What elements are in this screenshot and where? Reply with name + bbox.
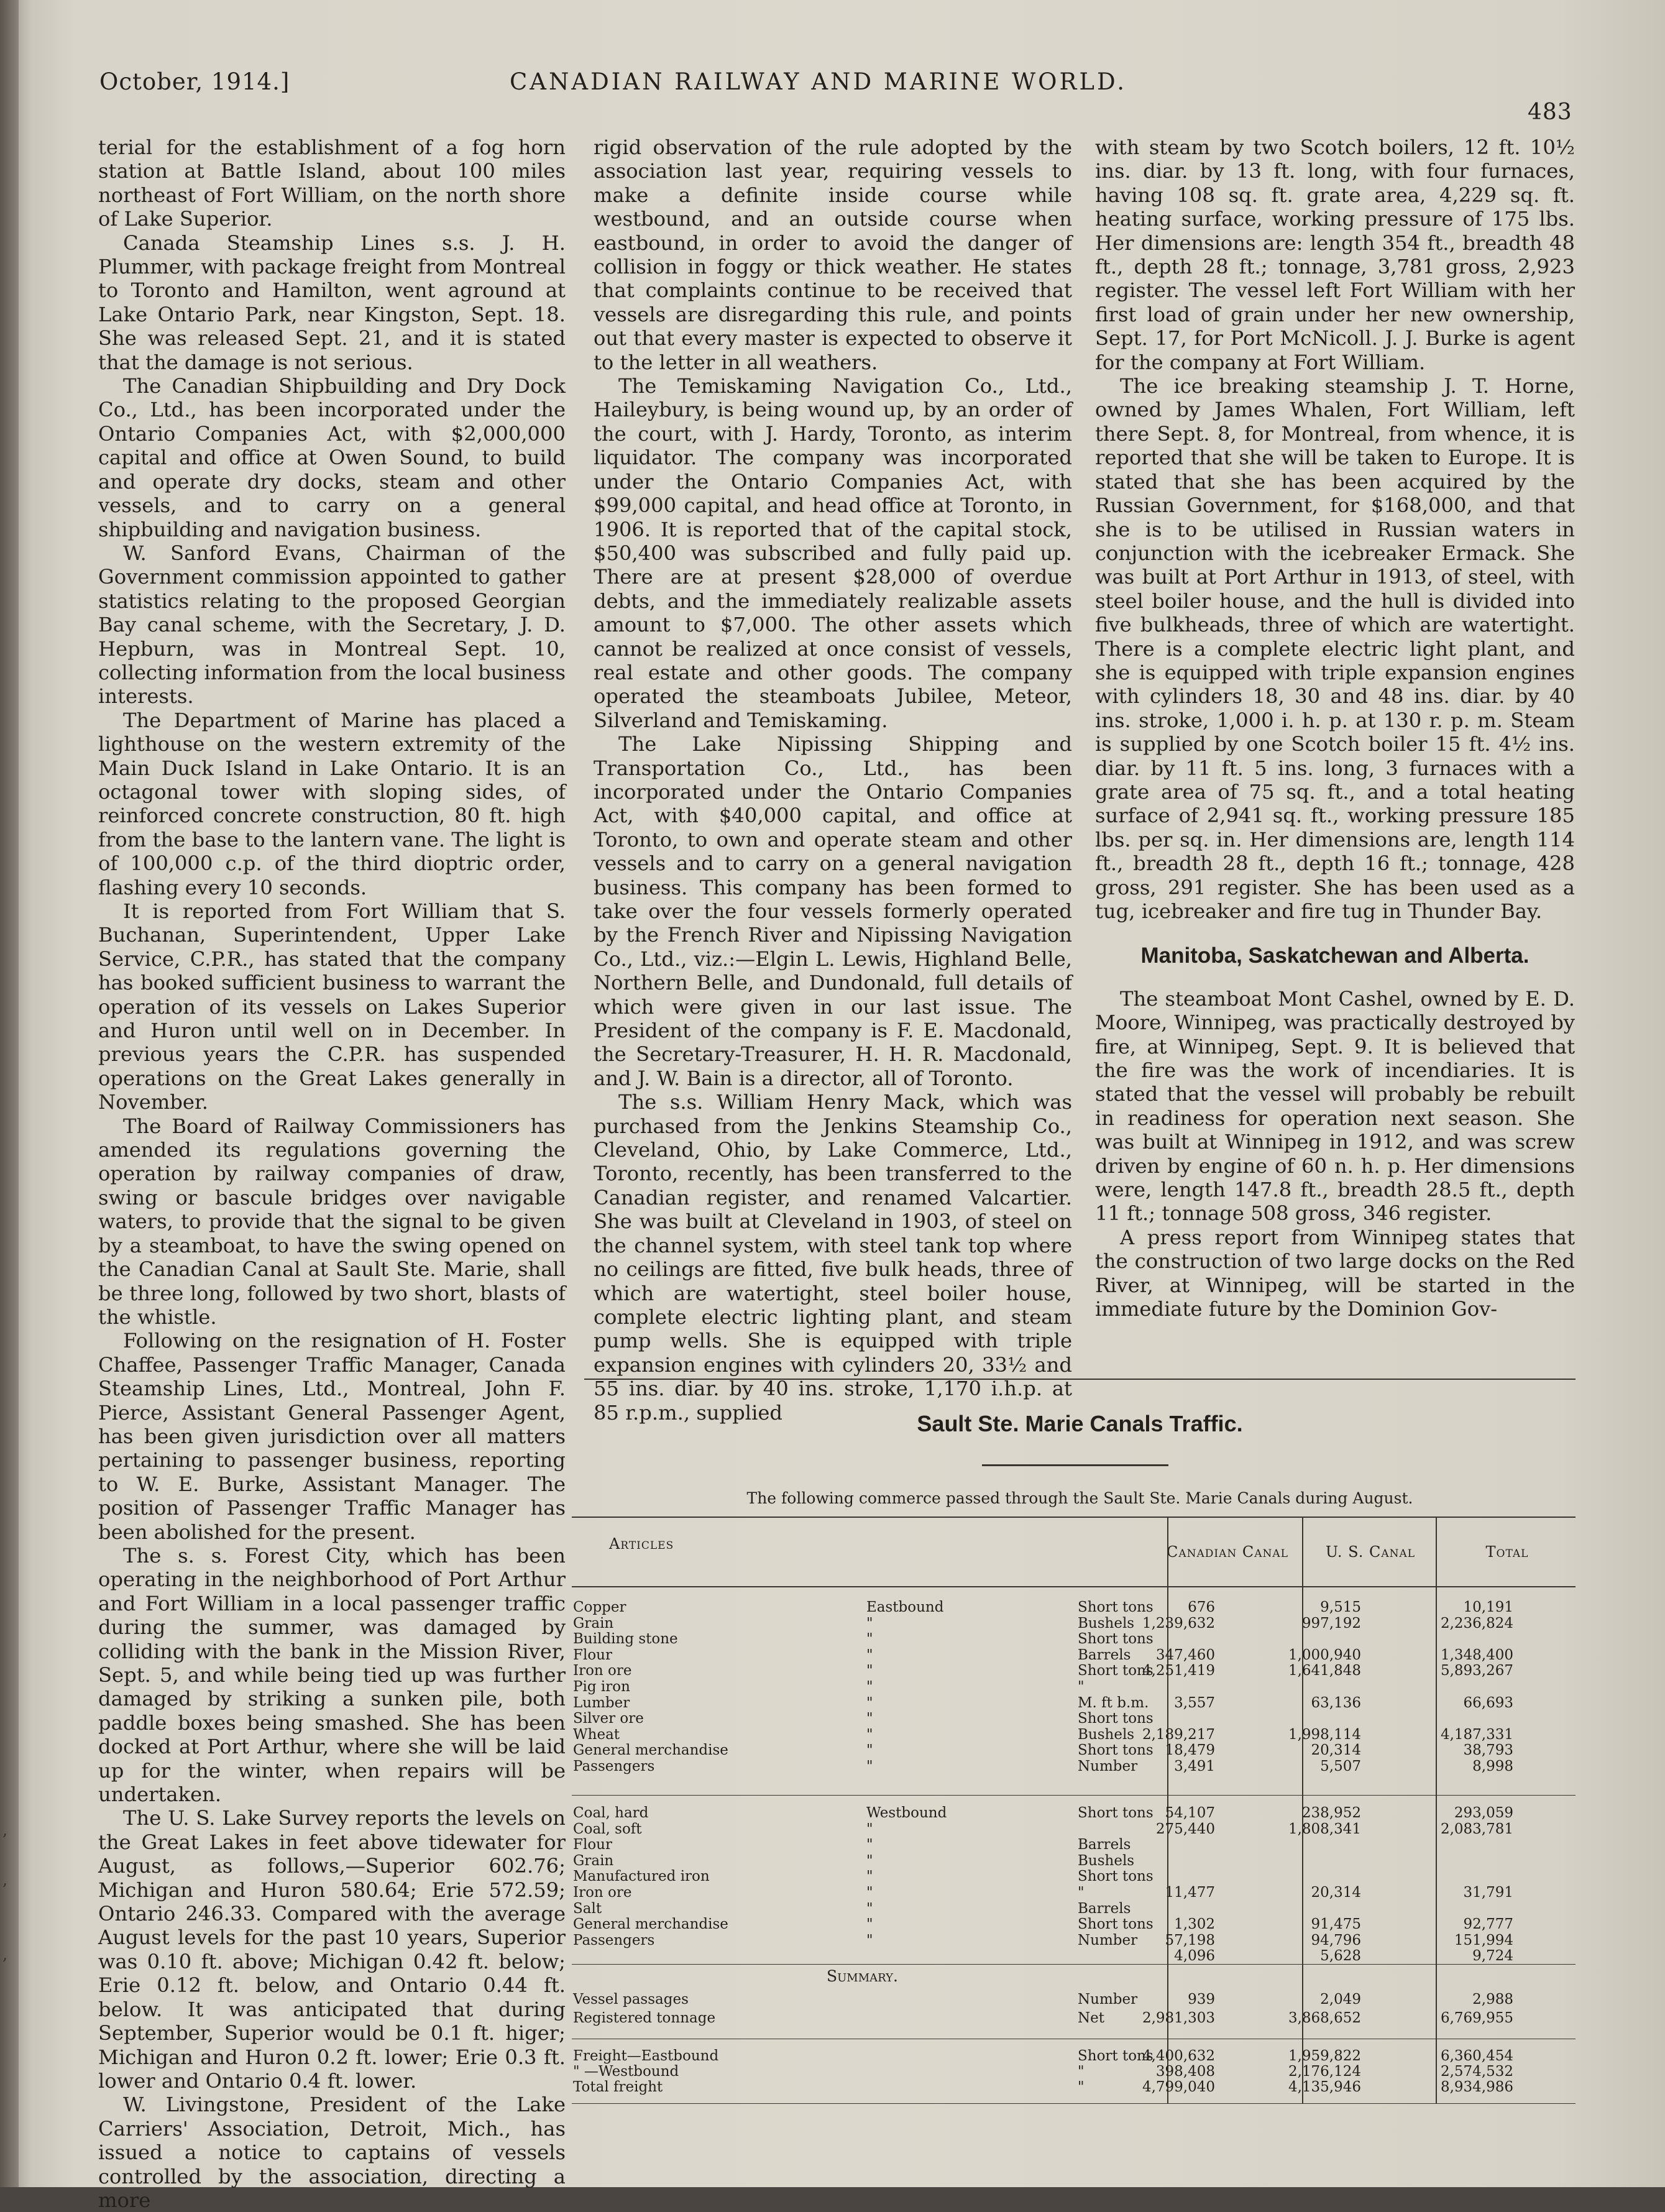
row-us-value: 20,314 xyxy=(1311,1742,1361,1759)
table-row xyxy=(573,2064,1576,2080)
row-direction: " xyxy=(866,1615,873,1631)
row-canadian-value: 347,460 xyxy=(1155,1646,1215,1663)
table-group-separator xyxy=(572,1795,1576,1796)
table-row xyxy=(573,1616,1576,1631)
article-paragraph: terial for the establishment of a fog horn station at Battle Island, about 100 miles northeast of Fort William, on the north shore of Lake Superior. xyxy=(98,135,566,231)
row-total-value: 31,791 xyxy=(1463,1884,1513,1901)
article-paragraph: The U. S. Lake Survey reports the levels on the Great Lakes in feet above tidewater for August, as follows,—Superior 602.76; Michigan and Huron 580.64; Erie 572.59; Ontario 246.33. Compared with the average August levels for the past 10 years, Superior was 0.10 ft. above; Michigan 0.42 ft. below; Erie 0.12 ft. below, and Ontario 0.44 ft. below. It was anticipated that during September, Superior would be 0.1 ft. higer; Michigan and Huron 0.2 ft. lower; Erie 0.3 ft. lower and Ontario 0.4 ft. lower. xyxy=(98,1806,566,2093)
row-direction: " xyxy=(866,1646,873,1663)
row-us-value: 63,136 xyxy=(1311,1694,1361,1711)
row-us-value: 238,952 xyxy=(1301,1805,1361,1821)
row-article: Grain xyxy=(573,1852,614,1869)
table-row xyxy=(573,1600,1576,1615)
row-unit: Barrels xyxy=(1078,1646,1131,1663)
article-paragraph: The s. s. Forest City, which has been operating in the neighborhood of Port Arthur and Fort William in a local passenger traffic during the summer, was damaged by colliding with the bank in the Mission River, Sept. 5, and while being tied up was further damaged by striking a sunken pile, both paddle boxes being smashed. She has been docked at Port Arthur, where she will be laid up for the winter, when repairs will be undertaken. xyxy=(98,1543,566,1807)
row-unit: Short tons xyxy=(1078,1742,1154,1759)
row-direction: " xyxy=(866,1758,873,1774)
row-direction: " xyxy=(866,1852,873,1869)
row-us-value: 1,959,822 xyxy=(1288,2048,1361,2064)
section-heading: Manitoba, Saskatchewan and Alberta. xyxy=(1140,943,1530,968)
row-total-value: 8,934,986 xyxy=(1440,2079,1513,2095)
row-total-value: 2,083,781 xyxy=(1440,1820,1513,1837)
row-canadian-value: 275,440 xyxy=(1155,1820,1215,1837)
row-article: Iron ore xyxy=(573,1884,632,1901)
table-row xyxy=(573,1711,1576,1727)
table-row xyxy=(573,1869,1576,1884)
article-paragraph: A press report from Winnipeg states that the construction of two large docks on the Red River, at Winnipeg, will be started in the immediate future by the Dominion Gov- xyxy=(1095,1225,1575,1321)
row-canadian-value: 4,096 xyxy=(1174,1948,1215,1965)
row-total-value: 6,360,454 xyxy=(1440,2048,1513,2064)
margin-mark: , xyxy=(2,1945,8,1964)
page-gutter xyxy=(0,0,19,2187)
row-us-value: 1,000,940 xyxy=(1288,1646,1361,1663)
text-column-3 xyxy=(1095,135,1575,1321)
article-paragraph: W. Livingstone, President of the Lake Carriers' Association, Detroit, Mich., has issued a notice to captains of vessels controlled by the association, directing a more xyxy=(98,2093,566,2212)
row-us-value: 20,314 xyxy=(1311,1884,1361,1901)
row-us-value: 9,515 xyxy=(1320,1599,1361,1615)
row-unit: " xyxy=(1078,1679,1085,1695)
row-article: Pig iron xyxy=(573,1679,630,1695)
table-row xyxy=(573,1901,1576,1917)
table-row xyxy=(573,1948,1576,1964)
text-column-2 xyxy=(594,135,1072,1425)
row-direction: " xyxy=(866,1884,873,1901)
row-article: Manufactured iron xyxy=(573,1868,710,1885)
row-us-value: 91,475 xyxy=(1311,1916,1361,1933)
row-article: Coal, hard xyxy=(573,1805,649,1821)
row-article: Iron ore xyxy=(573,1663,632,1679)
row-direction: " xyxy=(866,1932,873,1948)
row-us-value: 5,628 xyxy=(1320,1948,1361,1965)
row-canadian-value: 54,107 xyxy=(1165,1805,1215,1821)
row-us-value: 5,507 xyxy=(1320,1758,1361,1774)
page-number: 483 xyxy=(1528,99,1572,125)
row-unit: " xyxy=(1078,2079,1085,2095)
margin-mark: , xyxy=(2,1821,8,1840)
row-article: Flour xyxy=(573,1646,612,1663)
row-unit: Short tons xyxy=(1078,1599,1154,1615)
row-unit: Barrels xyxy=(1078,1837,1131,1853)
summary-label: Summary. xyxy=(827,1967,898,1985)
table-row xyxy=(573,1743,1576,1758)
row-direction: " xyxy=(866,1742,873,1759)
row-canadian-value: 2,189,217 xyxy=(1142,1726,1215,1743)
table-row xyxy=(573,1679,1576,1695)
row-direction: " xyxy=(866,1916,873,1933)
table-row xyxy=(573,2080,1576,2095)
article-paragraph: The Lake Nipissing Shipping and Transportation Co., Ltd., has been incorporated under the Ontario Companies Act, with $40,000 capital, and office at Toronto, to own and operate steam and other vessels and to carry on a general navigation business. This company has been formed to take over the four vessels formerly operated by the French River and Nipissing Navigation Co., Ltd., viz.:—Elgin L. Lewis, Highland Belle, Northern Belle, and Dundonald, full details of which were given in our last issue. The President of the company is F. E. Macdonald, the Secretary-Treasurer, H. H. R. Macdonald, and J. W. Bain is a director, all of Toronto. xyxy=(594,732,1072,1090)
row-canadian-value: 1,302 xyxy=(1174,1916,1215,1933)
row-canadian-value: 2,981,303 xyxy=(1142,2010,1215,2026)
table-intro: The following commerce passed through the Sault Ste. Marie Canals during August. xyxy=(746,1489,1413,1507)
row-total-value: 8,998 xyxy=(1472,1758,1513,1774)
row-article: General merchandise xyxy=(573,1916,728,1933)
issue-date: October, 1914.] xyxy=(99,68,290,95)
header-total: Total xyxy=(1485,1543,1529,1561)
row-total-value: 38,793 xyxy=(1463,1742,1513,1759)
row-canadian-value: 4,799,040 xyxy=(1142,2079,1215,2095)
row-unit: Short tons xyxy=(1078,2048,1154,2064)
article-paragraph: The Board of Railway Commissioners has amended its regulations governing the operation by railway companies of draw, swing or bascule bridges over navigable waters, to provide that the signal to be given by a steamboat, to have the swing opened on the Canadian Canal at Sault Ste. Marie, shall be three long, followed by two short, blasts of the whistle. xyxy=(98,1114,566,1329)
margin-mark: , xyxy=(2,1871,8,1889)
article-paragraph: The Department of Marine has placed a lighthouse on the western extremity of the Main Duck Island in Lake Ontario. It is an octagonal tower with sloping sides, of reinforced concrete construction, 80 ft. high from the base to the lantern vane. The light is of 100,000 c.p. of the third dioptric order, flashing every 10 seconds. xyxy=(98,708,566,899)
section-divider xyxy=(584,1379,1576,1380)
row-article: Building stone xyxy=(573,1631,678,1648)
header-canadian-canal: Canadian Canal xyxy=(1167,1543,1288,1561)
table-title: Sault Ste. Marie Canals Traffic. xyxy=(917,1411,1243,1436)
row-total-value: 1,348,400 xyxy=(1440,1646,1513,1663)
row-unit: Number xyxy=(1078,1932,1138,1948)
article-paragraph: W. Sanford Evans, Chairman of the Government commission appointed to gather statistics relating to the proposed Georgian Bay canal scheme, with the Secretary, J. D. Hepburn, was in Montreal Sept. 10, collecting information from the local business interests. xyxy=(98,541,566,709)
article-paragraph: The Canadian Shipbuilding and Dry Dock Co., Ltd., has been incorporated under the Ontario Companies Act, with $2,000,000 capital and office at Owen Sound, to build and operate dry docks, steam and other vessels, and to carry on a general shipbuilding and navigation business. xyxy=(98,374,566,541)
table-row xyxy=(573,1837,1576,1853)
table-group-separator xyxy=(572,1964,1576,1965)
row-total-value: 10,191 xyxy=(1463,1599,1513,1615)
table-row xyxy=(573,1696,1576,1711)
row-direction: " xyxy=(866,1631,873,1648)
table-row xyxy=(573,1727,1576,1743)
row-direction: " xyxy=(866,1868,873,1885)
row-total-value: 2,988 xyxy=(1472,1991,1513,2008)
table-row xyxy=(573,1663,1576,1679)
row-total-value: 2,236,824 xyxy=(1440,1615,1513,1631)
title-underline xyxy=(982,1464,1168,1466)
row-unit: Bushels xyxy=(1078,1726,1135,1743)
row-article: Passengers xyxy=(573,1932,655,1948)
row-unit: Number xyxy=(1078,1991,1138,2008)
row-total-value: 6,769,955 xyxy=(1440,2010,1513,2026)
table-row xyxy=(573,1806,1576,1821)
row-unit: Net xyxy=(1078,2010,1104,2026)
row-article: Registered tonnage xyxy=(573,2010,716,2026)
row-article: Flour xyxy=(573,1837,612,1853)
row-unit: Barrels xyxy=(1078,1900,1131,1917)
row-article: General merchandise xyxy=(573,1742,728,1759)
row-direction: Eastbound xyxy=(866,1599,944,1615)
row-article: Passengers xyxy=(573,1758,655,1774)
table-row xyxy=(573,1648,1576,1663)
article-paragraph: rigid observation of the rule adopted by the association last year, requiring vessels to make a definite inside course while westbound, and an outside course when eastbound, in order to avoid the danger of collision in foggy or thick weather. He states that complaints continue to be received that vessels are disregarding this rule, and points out that every master is expected to observe it to the letter in all weathers. xyxy=(594,135,1072,374)
header-articles: Articles xyxy=(609,1535,674,1553)
row-direction: " xyxy=(866,1820,873,1837)
row-us-value: 997,192 xyxy=(1301,1615,1361,1631)
row-direction: Westbound xyxy=(866,1805,947,1821)
row-direction: " xyxy=(866,1837,873,1853)
table-row xyxy=(573,1822,1576,1837)
table-row xyxy=(573,1853,1576,1869)
row-us-value: 4,135,946 xyxy=(1288,2079,1361,2095)
row-us-value: 1,808,341 xyxy=(1288,1820,1361,1837)
row-unit: Short tons xyxy=(1078,1631,1154,1648)
row-total-value: 2,574,532 xyxy=(1440,2063,1513,2080)
row-canadian-value: 4,400,632 xyxy=(1142,2048,1215,2064)
row-direction: " xyxy=(866,1900,873,1917)
table-row xyxy=(573,2049,1576,2064)
row-article: Freight—Eastbound xyxy=(573,2048,719,2064)
row-total-value: 5,893,267 xyxy=(1440,1663,1513,1679)
table-row xyxy=(573,1933,1576,1948)
row-canadian-value: 398,408 xyxy=(1155,2063,1215,2080)
row-us-value: 2,176,124 xyxy=(1288,2063,1361,2080)
row-total-value: 66,693 xyxy=(1463,1694,1513,1711)
row-direction: " xyxy=(866,1694,873,1711)
row-total-value: 293,059 xyxy=(1454,1805,1513,1821)
row-unit: Bushels xyxy=(1078,1615,1135,1631)
row-article: Grain xyxy=(573,1615,614,1631)
article-paragraph: The ice breaking steamship J. T. Horne, owned by James Whalen, Fort William, left there Sept. 8, for Montreal, from whence, it is reported that she will be taken to Europe. It is stated that she has been acquired by the Russian Government, for $168,000, and that she is to be utilised in Russian waters in conjunction with the icebreaker Ermack. She was built at Port Arthur in 1913, of steel, with steel boiler house, and the hull is divided into five bulkheads, three of which are watertight. There is a complete electric light plant, and she is equipped with triple expansion engines with cylinders 18, 30 and 48 ins. diar. by 40 ins. stroke, 1,000 i. h. p. at 130 r. p. m. Steam is supplied by one Scotch boiler 15 ft. 4½ ins. diar. by 11 ft. 5 ins. long, 3 furnaces with a grate area of 75 sq. ft., and a total heating surface of 2,941 sq. ft., working pressure 185 lbs. per sq. in. Her dimensions are, length 114 ft., breadth 28 ft., depth 16 ft.; tonnage, 428 gross, 291 register. She has been used as a tug, icebreaker and fire tug in Thunder Bay. xyxy=(1095,374,1575,923)
row-direction: " xyxy=(866,1663,873,1679)
row-unit: Short tons xyxy=(1078,1916,1154,1933)
table-row xyxy=(573,1992,1576,2008)
row-unit: Short tons xyxy=(1078,1868,1154,1885)
table-group-separator xyxy=(572,2103,1576,2104)
row-article: Silver ore xyxy=(573,1710,644,1727)
row-article: Copper xyxy=(573,1599,626,1615)
row-article: Lumber xyxy=(573,1694,630,1711)
row-article: Coal, soft xyxy=(573,1820,642,1837)
row-direction: " xyxy=(866,1679,873,1695)
table-row xyxy=(573,1885,1576,1901)
text-column-1 xyxy=(98,135,566,2212)
article-paragraph: The s.s. William Henry Mack, which was purchased from the Jenkins Steamship Co., Cleveland, Ohio, by Lake Commerce, Ltd., Toronto, recently, has been transferred to the Canadian register, and renamed Valcartier. She was built at Cleveland in 1903, of steel on the channel system, with steel tank top where no ceilings are fitted, five bulk heads, three of which are watertight, steel boiler house, complete electric lighting plant, and steam pump wells. She is equipped with triple expansion engines with cylinders 20, 33½ and 55 ins. diar. by 40 ins. stroke, 1,170 i.h.p. at 85 r.p.m., supplied xyxy=(594,1090,1072,1425)
row-total-value: 92,777 xyxy=(1463,1916,1513,1933)
row-article: Vessel passages xyxy=(573,1991,689,2008)
row-canadian-value: 11,477 xyxy=(1165,1884,1215,1901)
row-canadian-value: 3,491 xyxy=(1174,1758,1215,1774)
row-canadian-value: 57,198 xyxy=(1165,1932,1215,1948)
row-unit: Short tons xyxy=(1078,1710,1154,1727)
row-direction: " xyxy=(866,1726,873,1743)
header-us-canal: U. S. Canal xyxy=(1325,1543,1416,1561)
table-row xyxy=(573,1759,1576,1774)
row-unit: Short tons xyxy=(1078,1663,1154,1679)
row-unit: Short tons xyxy=(1078,1805,1154,1821)
row-us-value: 1,641,848 xyxy=(1288,1663,1361,1679)
table-header xyxy=(572,1517,1576,1587)
table-row xyxy=(573,1917,1576,1932)
row-total-value: 4,187,331 xyxy=(1440,1726,1513,1743)
row-total-value: 9,724 xyxy=(1472,1948,1513,1965)
article-paragraph: Following on the resignation of H. Foster Chaffee, Passenger Traffic Manager, Canada Steamship Lines, Ltd., Montreal, John F. Pierce, Assistant General Passenger Agent, has been given jurisdiction over all matters pertaining to passenger business, reporting to W. E. Burke, Assistant Manager. The position of Passenger Traffic Manager has been abolished for the present. xyxy=(98,1329,566,1544)
row-article: " —Westbound xyxy=(573,2063,679,2080)
journal-title: CANADIAN RAILWAY AND MARINE WORLD. xyxy=(510,68,1127,95)
article-paragraph: The steamboat Mont Cashel, owned by E. D. Moore, Winnipeg, was practically destroyed by fire, at Winnipeg, Sept. 9. It is believed that the fire was the work of incendiaries. It is stated that the vessel will probably be rebuilt in readiness for operation next season. She was built at Winnipeg in 1912, and was screw driven by engine of 60 n. h. p. Her dimensions were, length 147.8 ft., breadth 28.5 ft., depth 11 ft.; tonnage 508 gross, 346 register. xyxy=(1095,986,1575,1226)
row-unit: M. ft b.m. xyxy=(1078,1694,1149,1711)
row-unit: Bushels xyxy=(1078,1852,1135,1869)
article-paragraph: The Temiskaming Navigation Co., Ltd., Haileybury, is being wound up, by an order of the court, with J. Hardy, Toronto, as interim liquidator. The company was incorporated under the Ontario Companies Act, with $99,000 capital, and head office at Toronto, in 1906. It is reported that of the capital stock, $50,400 was subscribed and fully paid up. There are at present $28,000 of overdue debts, and the immediately realizable assets amount to $7,000. The other assets which cannot be realized at once consist of vessels, real estate and other goods. The company operated the steamboats Jubilee, Meteor, Silverland and Temiskaming. xyxy=(594,374,1072,732)
row-canadian-value: 676 xyxy=(1188,1599,1215,1615)
row-direction: " xyxy=(866,1710,873,1727)
row-unit: " xyxy=(1078,2063,1085,2080)
row-us-value: 2,049 xyxy=(1320,1991,1361,2008)
article-paragraph: with steam by two Scotch boilers, 12 ft. 10½ ins. diar. by 13 ft. long, with four furnaces, having 108 sq. ft. grate area, 4,229 sq. ft. heating surface, working pressure of 175 lbs. Her dimensions are: length 354 ft., breadth 48 ft., depth 28 ft.; tonnage, 3,781 gross, 2,923 register. The vessel left Fort William with her first load of grain under her new ownership, Sept. 17, for Port McNicoll. J. J. Burke is agent for the company at Fort William. xyxy=(1095,135,1575,374)
row-total-value: 151,994 xyxy=(1454,1932,1513,1948)
table-row xyxy=(573,1631,1576,1647)
row-article: Total freight xyxy=(573,2079,663,2095)
row-canadian-value: 4,251,419 xyxy=(1142,1663,1215,1679)
row-article: Salt xyxy=(573,1900,602,1917)
row-unit: Number xyxy=(1078,1758,1138,1774)
article-paragraph: Canada Steamship Lines s.s. J. H. Plummer, with package freight from Montreal to Toronto and Hamilton, went aground at Lake Ontario Park, near Kingston, Sept. 18. She was released Sept. 21, and it is stated that the damage is not serious. xyxy=(98,231,566,374)
row-us-value: 3,868,652 xyxy=(1288,2010,1361,2026)
row-canadian-value: 939 xyxy=(1188,1991,1215,2008)
row-canadian-value: 1,239,632 xyxy=(1142,1615,1215,1631)
table-row xyxy=(573,2011,1576,2026)
row-us-value: 1,998,114 xyxy=(1288,1726,1361,1743)
article-paragraph: It is reported from Fort William that S. Buchanan, Superintendent, Upper Lake Service, C.P.R., has stated that the company has booked sufficient business to warrant the operation of its vessels on Lakes Superior and Huron until well on in December. In previous years the C.P.R. has suspended operations on the Great Lakes generally in November. xyxy=(98,899,566,1114)
row-article: Wheat xyxy=(573,1726,620,1743)
row-us-value: 94,796 xyxy=(1311,1932,1361,1948)
row-canadian-value: 3,557 xyxy=(1174,1694,1215,1711)
row-canadian-value: 18,479 xyxy=(1165,1742,1215,1759)
row-unit: " xyxy=(1078,1884,1085,1901)
